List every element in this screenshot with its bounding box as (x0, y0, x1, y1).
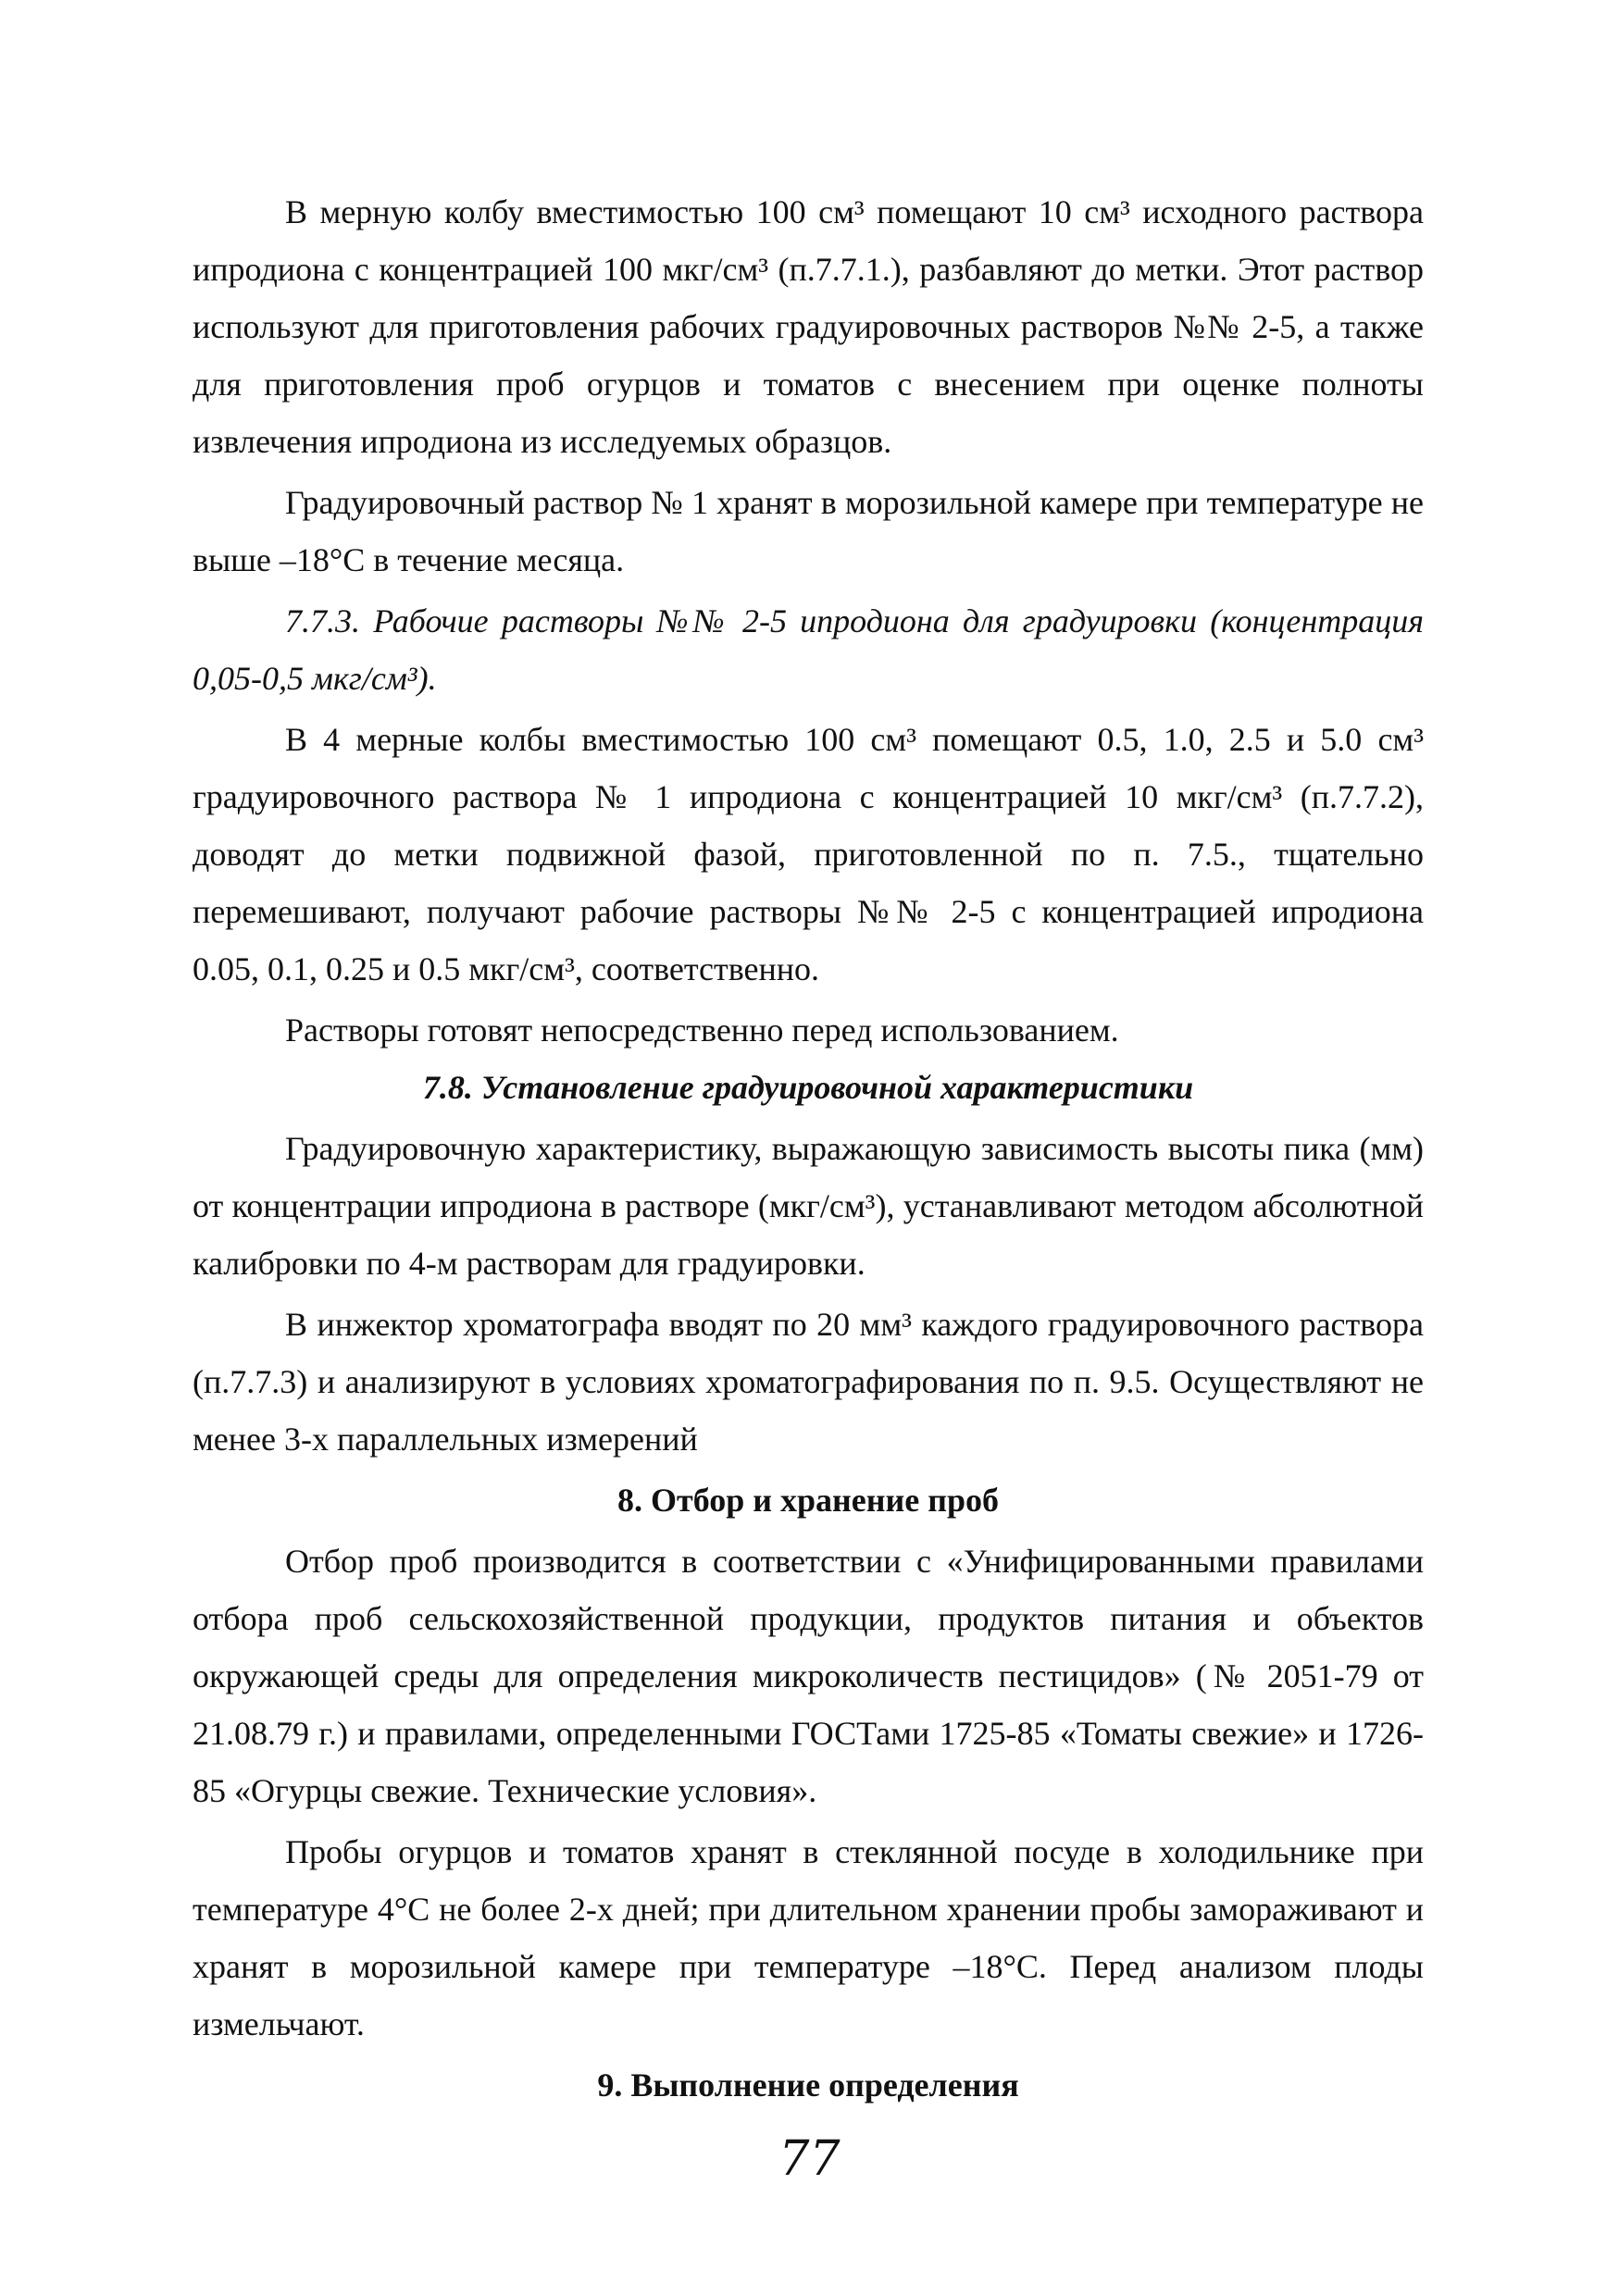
paragraph-sample-storage: Пробы огурцов и томатов хранят в стеклянной посуде в холодильнике при температуре 4°С не более 2-х дней; при длительном хранении пробы замораживают и хранят в морозильной камере при температуре –18°С. Перед анализом плоды измельчают. (193, 1833, 1424, 2042)
section-9-heading: 9. Выполнение определения (597, 2066, 1019, 2104)
paragraph-calibration-characteristic: Градуировочную характеристику, выражающую зависимость высоты пика (мм) от концентрации ипродиона в растворе (мкг/см³), устанавливают методом абсолютной калибровки по 4-м растворам для градуировки. (193, 1130, 1424, 1282)
paragraph-injection: В инжектор хроматографа вводят по 20 мм³ каждого градуировочного раствора (п.7.7.3) и анализируют в условиях хроматографирования по п. 9.5. Осуществляют не менее 3-х параллельных измерений (193, 1306, 1424, 1458)
section-7-8-heading: 7.8. Установление градуировочной характеристики (422, 1069, 1194, 1106)
page-body (193, 183, 1424, 2114)
page-number: 77 (778, 2131, 841, 2187)
paragraph-working-solutions: В 4 мерные колбы вместимостью 100 см³ помещают 0.5, 1.0, 2.5 и 5.0 см³ градуировочного раствора № 1 ипродиона с концентрацией 10 мкг/см³ (п.7.7.2), доводят до метки подвижной фазой, приготовленной по п. 7.5., тщательно перемешивают, получают рабочие растворы №№ 2-5 с концентрацией ипродиона 0.05, 0.1, 0.25 и 0.5 мкг/см³, соответственно. (193, 721, 1424, 987)
paragraph-dilution: В мерную колбу вместимостью 100 см³ помещают 10 см³ исходного раствора ипродиона с концентрацией 100 мкг/см³ (п.7.7.1.), разбавляют до метки. Этот раствор используют для приготовления рабочих градуировочных растворов №№ 2-5, а также для приготовления проб огурцов и томатов с внесением при оценке полноты извлечения ипродиона из исследуемых образцов. (193, 193, 1424, 460)
section-8-heading: 8. Отбор и хранение проб (617, 1482, 999, 1519)
paragraph-storage-solution-1: Градуировочный раствор № 1 хранят в морозильной камере при температуре не выше –18°С в течение месяца. (193, 484, 1424, 578)
section-7-7-3-title: 7.7.3. Рабочие растворы №№ 2-5 ипродиона для градуировки (концентрация 0,05-0,5 мкг/см³). (193, 602, 1424, 697)
paragraph-sampling-rules: Отбор проб производится в соответствии с «Унифицированными правилами отбора проб сельскохозяйственной продукции, продуктов питания и объектов окружающей среды для определения микроколичеств пестицидов» (№ 2051-79 от 21.08.79 г.) и правилами, определенными ГОСТами 1725-85 «Томаты свежие» и 1726-85 «Огурцы свежие. Технические условия». (193, 1543, 1424, 1809)
paragraph-prepare-before-use: Растворы готовят непосредственно перед использованием. (285, 1011, 1119, 1049)
